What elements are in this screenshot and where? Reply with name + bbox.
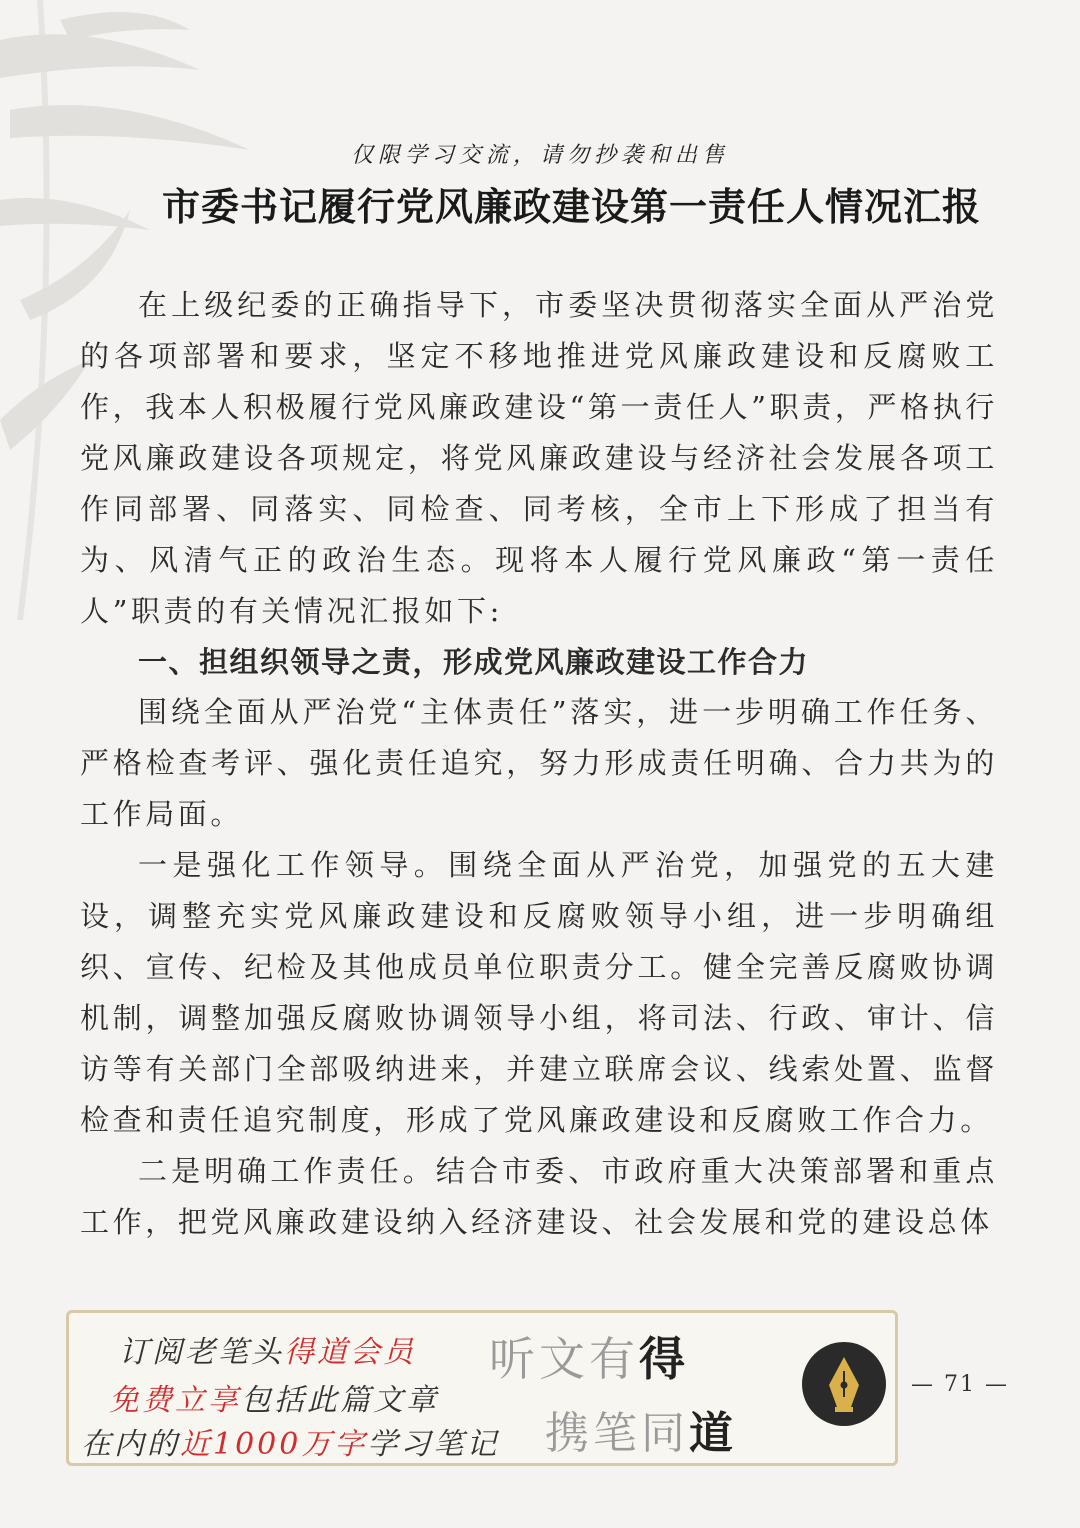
banner-slogan-2: 携笔同道: [545, 1408, 737, 1459]
article-body: [80, 280, 998, 1248]
paragraph-point-2: 二是明确工作责任。结合市委、市政府重大决策部署和重点工作，把党风廉政建设纳入经济建设、社会发展和党的建设总体: [80, 1154, 998, 1239]
pen-nib-icon: [801, 1341, 887, 1427]
subscription-banner[interactable]: [66, 1310, 898, 1466]
banner-line-3: 在内的近1000万字学习笔记: [81, 1427, 500, 1462]
banner-line-2: 免费立享包括此篇文章: [109, 1383, 439, 1418]
paragraph-point-1: 一是强化工作领导。围绕全面从严治党，加强党的五大建设，调整充实党风廉政建设和反腐败领导小组，进一步明确组织、宣传、纪检及其他成员单位职责分工。健全完善反腐败协调机制，调整加强反腐败协调领导小组，将司法、行政、审计、信访等有关部门全部吸纳进来，并建立联席会议、线索处置、监督检查和责任追究制度，形成了党风廉政建设和反腐败工作合力。: [80, 848, 998, 1137]
paragraph-section-summary: 围绕全面从严治党“主体责任”落实，进一步明确工作任务、严格检查考评、强化责任追究，努力形成责任明确、合力共为的工作局面。: [80, 695, 998, 831]
paragraph-intro: 在上级纪委的正确指导下，市委坚决贯彻落实全面从严治党的各项部署和要求，坚定不移地推进党风廉政建设和反腐败工作，我本人积极履行党风廉政建设“第一责任人”职责，严格执行党风廉政建设各项规定，将党风廉政建设与经济社会发展各项工作同部署、同落实、同检查、同考核，全市上下形成了担当有为、风清气正的政治生态。现将本人履行党风廉政“第一责任人”职责的有关情况汇报如下:: [80, 288, 998, 628]
section-heading: 一、担组织领导之责，形成党风廉政建设工作合力: [138, 645, 810, 679]
copyright-notice: 仅限学习交流，请勿抄袭和出售: [350, 143, 729, 168]
page-number: — 71 —: [911, 1372, 1009, 1397]
banner-line-1: 订阅老笔头得道会员: [119, 1335, 416, 1370]
page-title: 市委书记履行党风廉政建设第一责任人情况汇报: [162, 184, 982, 229]
banner-slogan-1: 听文有得: [489, 1332, 689, 1386]
